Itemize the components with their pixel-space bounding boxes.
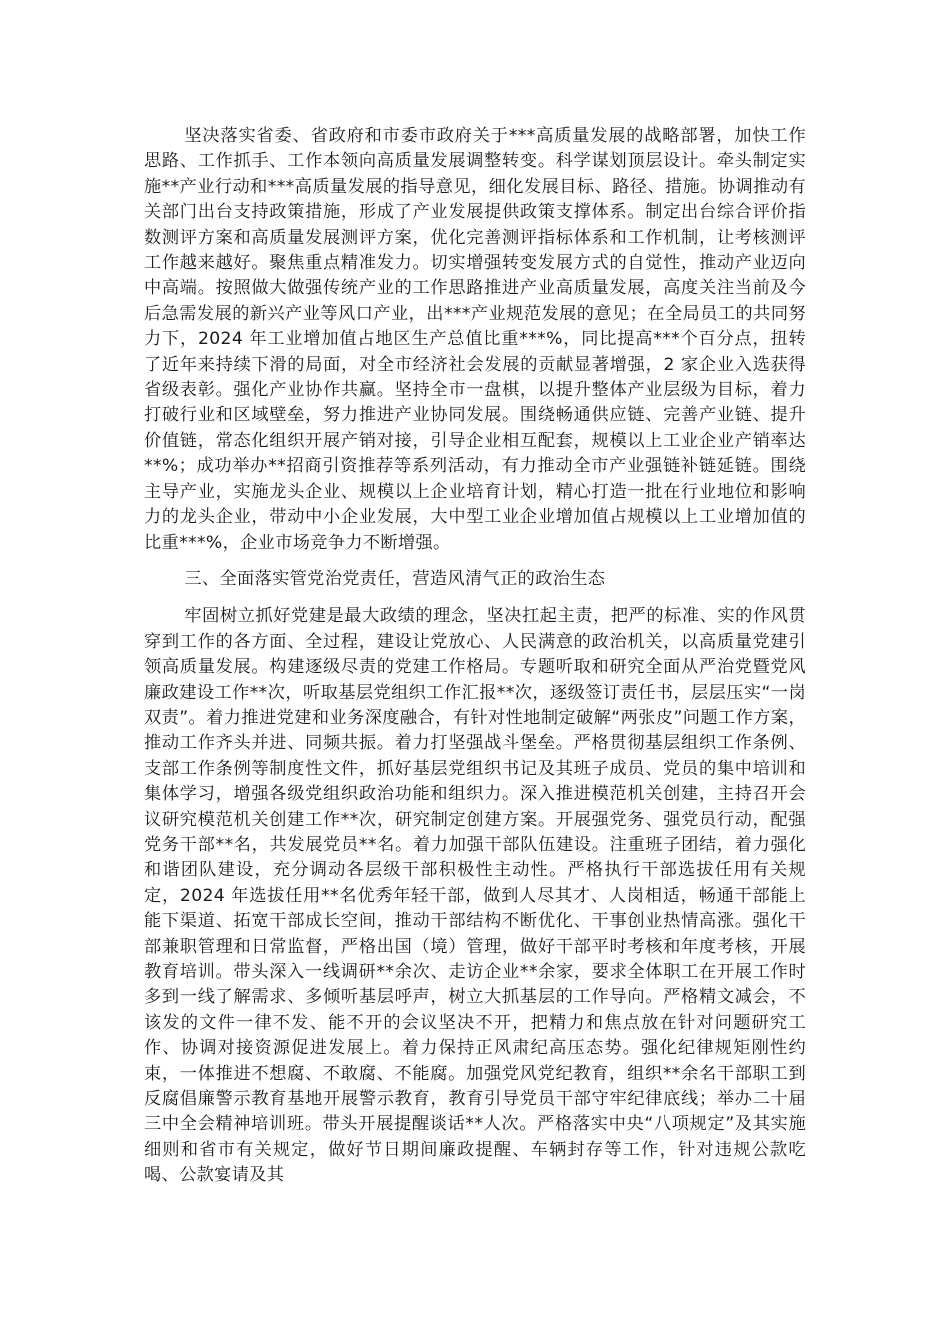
body-paragraph: 牢固树立抓好党建是最大政绩的理念，坚决扛起主责，把严的标准、实的作风贯穿到工作的各方面、全过程，建设让党放心、人民满意的政治机关，以高质量党建引领高质量发展。构建逐级尽责的党建工作格局。专题听取和研究全面从严治党暨党风廉政建设工作**次，听取基层党组织工作汇报**次，逐级签订责任书，层层压实“一岗双责”。着力推进党建和业务深度融合，有针对性地制定破解“两张皮”问题工作方案，推动工作齐头并进、同频共振。着力打坚强战斗堡垒。严格贯彻基层组织工作条例、支部工作条例等制度性文件，抓好基层党组织书记及其班子成员、党员的集中培训和集体学习，增强各级党组织政治功能和组织力。深入推进模范机关创建，主持召开会议研究模范机关创建工作**次，研究制定创建方案。开展强党务、强党员行动，配强党务干部**名，共发展党员**名。着力加强干部队伍建设。注重班子团结，着力强化和谐团队建设，充分调动各层级干部积极性主动性。严格执行干部选拔任用有关规定，2024 年选拔任用**名优秀年轻干部，做到人尽其才、人岗相适，畅通干部能上能下渠道、拓宽干部成长空间，推动干部结构不断优化、干事创业热情高涨。强化干部兼职管理和日常监督，严格出国（境）管理，做好干部平时考核和年度考核，开展教育培训。带头深入一线调研**余次、走访企业**余家，要求全体职工在开展工作时多到一线了解需求、多倾听基层呼声，树立大抓基层的工作导向。严格精文减会，不该发的文件一律不发、能不开的会议坚决不开，把精力和焦点放在针对问题研究工作、协调对接资源促进发展上。着力保持正风肃纪高压态势。强化纪律规矩刚性约束，一体推进不想腐、不敢腐、不能腐。加强党风党纪教育，组织**余名干部职工到反腐倡廉警示教育基地开展警示教育，教育引导党员干部守牢纪律底线；举办二十届三中全会精神培训班。带头开展提醒谈话**人次。严格落实中央“八项规定”及其实施细则和省市有关规定，做好节日期间廉政提醒、车辆封存等工作，针对违规公款吃喝、公款宴请及其 bbox=[144, 606, 806, 1186]
section-heading: 三、全面落实管党治党责任，营造风清气正的政治生态 bbox=[184, 568, 606, 589]
body-paragraph: 坚决落实省委、省政府和市委市政府关于***高质量发展的战略部署，加快工作思路、工作抓手、工作本领向高质量发展调整转变。科学谋划顶层设计。牵头制定实施**产业行动和***高质量发展的指导意见，细化发展目标、路径、措施。协调推动有关部门出台支持政策措施，形成了产业发展提供政策支撑体系。制定出台综合评价指数测评方案和高质量发展测评方案，优化完善测评指标体系和工作机制，让考核测评工作越来越好。聚焦重点精准发力。切实增强转变发展方式的自觉性，推动产业迈向中高端。按照做大做强传统产业的工作思路推进产业高质量发展，高度关注当前及今后急需发展的新兴产业等风口产业，出***产业规范发展的意见；在全局员工的共同努力下，2024 年工业增加值占地区生产总值比重***%，同比提高***个百分点，扭转了近年来持续下滑的局面，对全市经济社会发展的贡献显著增强，2 家企业入选获得省级表彰。强化产业协作共赢。坚持全市一盘棋，以提升整体产业层级为目标，着力打破行业和区域壁垒，努力推进产业协同发展。围绕畅通供应链、完善产业链、提升价值链，常态化组织开展产销对接，引导企业相互配套，规模以上工业企业产销率达**%；成功举办**招商引资推荐等系列活动，有力推动全市产业强链补链延链。围绕主导产业，实施龙头企业、规模以上企业培育计划，精心打造一批在行业地位和影响力的龙头企业，带动中小企业发展，大中型工业企业增加值占规模以上工业增加值的比重***%，企业市场竞争力不断增强。 bbox=[144, 126, 806, 553]
document-page bbox=[144, 124, 806, 1189]
